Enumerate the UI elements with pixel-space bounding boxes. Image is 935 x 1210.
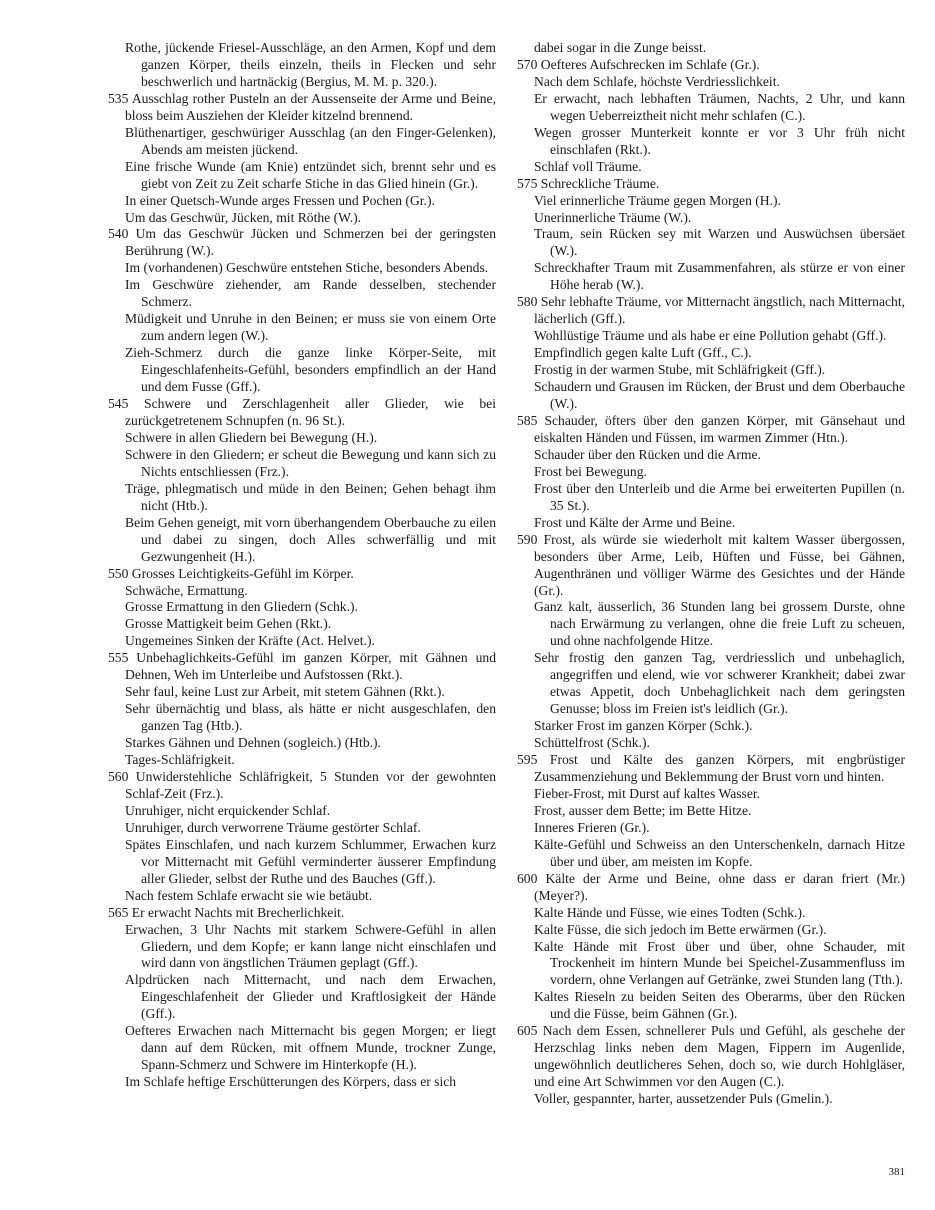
symptom-entry: Frostig in der warmen Stube, mit Schläfrigkeit (Gff.). [534,362,826,378]
numbered-entry: 575 Schreckliche Träume. [517,175,660,191]
symptom-entry: Kaltes Rieseln zu beiden Seiten des Oberarms, über den Rücken und die Füsse, beim Gähnen (Gr.). [534,989,905,1022]
right-column [517,40,905,1108]
symptom-entry: Um das Geschwür, Jücken, mit Röthe (W.). [125,209,362,225]
symptom-entry: Wohllüstige Träume und als habe er eine Pollution gehabt (Gff.). [534,328,887,344]
symptom-entry: Träge, phlegmatisch und müde in den Beinen; Gehen behagt ihm nicht (Htb.). [125,480,496,513]
symptom-entry: Unruhiger, nicht erquickender Schlaf. [125,802,331,818]
numbered-entry: 550 Grosses Leichtigkeits-Gefühl im Körper. [108,565,354,581]
symptom-entry: Wegen grosser Munterkeit konnte er vor 3 Uhr früh nicht einschlafen (Rkt.). [534,124,905,157]
symptom-entry: Er erwacht, nach lebhaften Träumen, Nachts, 2 Uhr, und kann wegen Ueberreiztheit nicht mehr schlafen (C.). [534,90,905,123]
symptom-entry: Alpdrücken nach Mitternacht, und nach dem Erwachen, Eingeschlafenheit der Glieder und Kraftlosigkeit der Hände (Gff.). [125,972,496,1022]
symptom-entry: Kalte Füsse, die sich jedoch im Bette erwärmen (Gr.). [534,921,827,937]
numbered-entry: 565 Er erwacht Nachts mit Brecherlichkeit. [108,904,345,920]
symptom-entry: Rothe, jückende Friesel-Ausschläge, an den Armen, Kopf und dem ganzen Körper, theils einzeln, theils in Flecken und sehr beschwerlich und hartnäckig (Bergius, M. M. p. 320.). [125,40,496,89]
symptom-entry: Unerinnerliche Träume (W.). [534,209,692,225]
symptom-entry: Starkes Gähnen und Dehnen (sogleich.) (Htb.). [125,735,381,751]
symptom-entry: Sehr faul, keine Lust zur Arbeit, mit stetem Gähnen (Rkt.). [125,684,445,700]
symptom-entry: Inneres Frieren (Gr.). [534,819,650,835]
symptom-entry: Tages-Schläfrigkeit. [125,752,235,768]
symptom-entry: Kalte Hände mit Frost über und über, ohne Schauder, mit Trockenheit im hintern Munde bei Speichel-Zusammenfluss im vordern, ohne Verlangen auf Getränke, zwei Stunden lang (Tth.). [534,938,905,988]
symptom-entry: Unruhiger, durch verworrene Träume gestörter Schlaf. [125,819,421,835]
symptom-entry: Schüttelfrost (Schk.). [534,735,650,751]
symptom-entry: Frost und Kälte der Arme und Beine. [534,514,736,530]
symptom-entry: Voller, gespannter, harter, aussetzender Puls (Gmelin.). [534,1091,833,1107]
symptom-entry: Schreckhafter Traum mit Zusammenfahren, als stürze er von einer Höhe herab (W.). [534,260,905,293]
left-column [108,40,496,1091]
numbered-entry: 570 Oefteres Aufschrecken im Schlafe (Gr.). [517,56,760,72]
symptom-entry: Müdigkeit und Unruhe in den Beinen; er muss sie von einem Orte zum andern legen (W.). [125,311,496,344]
symptom-entry: Nach dem Schlafe, höchste Verdriesslichkeit. [534,73,780,89]
numbered-entry: 605 Nach dem Essen, schnellerer Puls und Gefühl, als geschehe der Herzschlag links neben dem Magen, Fippern im Augenlide, ungewöhnlich deutlicheres Sehen, doch so, wie durch Hohlgläser, und eine Art Schwimmen vor den Augen (C.). [517,1023,905,1090]
symptom-entry: Im Geschwüre ziehender, am Rande desselben, stechender Schmerz. [125,277,496,310]
symptom-entry: Sehr übernächtig und blass, als hätte er nicht ausgeschlafen, den ganzen Tag (Htb.). [125,701,496,734]
symptom-entry: Schwere in allen Gliedern bei Bewegung (H.). [125,429,378,445]
symptom-entry: Im Schlafe heftige Erschütterungen des Körpers, dass er sich [125,1074,457,1090]
symptom-entry: Frost bei Bewegung. [534,463,647,479]
symptom-entry: Grosse Ermattung in den Gliedern (Schk.). [125,599,358,615]
symptom-entry: Traum, sein Rücken sey mit Warzen und Auswüchsen übersäet (W.). [534,226,905,259]
numbered-entry: 545 Schwere und Zerschlagenheit aller Glieder, wie bei zurückgetretenem Schnupfen (n. 96 St.). [108,396,496,428]
symptom-entry: Viel erinnerliche Träume gegen Morgen (H.). [534,192,781,208]
numbered-entry: 590 Frost, als würde sie wiederholt mit kaltem Wasser übergossen, besonders über Arme, Leib, Hüften und Füsse, bei Gähnen, Augenthränen und völliger Wärme des Gesichtes und der Hände (Gr.). [517,531,905,598]
symptom-entry: Nach festem Schlafe erwacht sie wie betäubt. [125,887,373,903]
numbered-entry: 555 Unbehaglichkeits-Gefühl im ganzen Körper, mit Gähnen und Dehnen, Weh im Unterleibe und Aufstossen (Rkt.). [108,650,496,683]
symptom-entry: Starker Frost im ganzen Körper (Schk.). [534,718,753,734]
symptom-entry: Empfindlich gegen kalte Luft (Gff., C.). [534,345,752,361]
symptom-entry: Ganz kalt, äusserlich, 36 Stunden lang bei grossem Durste, ohne nach Erwärmung zu verlangen, ohne die freie Luft zu scheuen, und ohne nachfolgende Hitze. [534,599,905,649]
symptom-entry: Ungemeines Sinken der Kräfte (Act. Helvet.). [125,633,375,649]
symptom-entry: Schaudern und Grausen im Rücken, der Brust und dem Oberbauche (W.). [534,379,905,412]
numbered-entry: 595 Frost und Kälte des ganzen Körpers, mit engbrüstiger Zusammenziehung und Beklemmung der Brust vorn und hinten. [517,752,905,784]
numbered-entry: 560 Unwiderstehliche Schläfrigkeit, 5 Stunden vor der gewohnten Schlaf-Zeit (Frz.). [108,768,496,801]
symptom-entry: Schwäche, Ermattung. [125,582,248,598]
symptom-entry: Schauder über den Rücken und die Arme. [534,446,761,462]
symptom-entry: Zieh-Schmerz durch die ganze linke Körper-Seite, mit Eingeschlafenheits-Gefühl, besonders empfindlich an der Hand und dem Fusse (Gff.). [125,345,496,395]
symptom-entry: Sehr frostig den ganzen Tag, verdriesslich und unbehaglich, angegriffen und elend, wie vor schwerer Krankheit; dabei zwar etwas Appetit, doch Unbehaglichkeit nach dem geringsten Genusse; bloss im Freien ist's leidlich (Gr.). [534,650,905,717]
numbered-entry: 600 Kälte der Arme und Beine, ohne dass er daran friert (Mr.) (Meyer?). [517,870,905,903]
numbered-entry: 585 Schauder, öfters über den ganzen Körper, mit Gänsehaut und eiskalten Händen und Füssen, im warmen Zimmer (Htn.). [517,412,905,445]
symptom-entry: Kalte Hände und Füsse, wie eines Todten (Schk.). [534,904,806,920]
numbered-entry: 540 Um das Geschwür Jücken und Schmerzen bei der geringsten Berührung (W.). [108,226,496,259]
symptom-entry: Im (vorhandenen) Geschwüre entstehen Stiche, besonders Abends. [125,260,489,276]
symptom-entry: Frost, ausser dem Bette; im Bette Hitze. [534,802,752,818]
symptom-entry: Kälte-Gefühl und Schweiss an den Unterschenkeln, darnach Hitze über und über, am meisten im Kopfe. [534,836,905,869]
symptom-entry: Erwachen, 3 Uhr Nachts mit starkem Schwere-Gefühl in allen Gliedern, und dem Kopfe; er kann lange nicht einschlafen und wird dann von ängstlichen Träumen geplagt (Gff.). [125,921,496,971]
symptom-entry: Grosse Mattigkeit beim Gehen (Rkt.). [125,616,332,632]
numbered-entry: 580 Sehr lebhafte Träume, vor Mitternacht ängstlich, nach Mitternacht, lächerlich (Gff.). [517,294,905,327]
symptom-entry: Oefteres Erwachen nach Mitternacht bis gegen Morgen; er liegt dann auf dem Rücken, mit offnem Munde, trockner Zunge, Spann-Schmerz und Schwere im Hinterkopfe (H.). [125,1023,496,1073]
symptom-entry: Blüthenartiger, geschwüriger Ausschlag (an den Finger-Gelenken), Abends am meisten jückend. [125,124,496,157]
symptom-entry: Beim Gehen geneigt, mit vorn überhangendem Oberbauche zu eilen und dabei zu singen, doch Alles schwerfällig und mit Gezwungenheit (H.). [125,514,496,564]
symptom-entry: Fieber-Frost, mit Durst auf kaltes Wasser. [534,785,761,801]
symptom-entry: Spätes Einschlafen, und nach kurzem Schlummer, Erwachen kurz vor Mitternacht mit Gefühl verminderter äusserer Empfindung aller Glieder, selbst der Ruthe und des Bauches (Gff.). [125,836,496,886]
symptom-entry: In einer Quetsch-Wunde arges Fressen und Pochen (Gr.). [125,192,435,208]
symptom-entry: Schwere in den Gliedern; er scheut die Bewegung und kann sich zu Nichts entschliessen (Frz.). [125,446,496,479]
page-number: 381 [888,1166,905,1178]
symptom-entry: Frost über den Unterleib und die Arme bei erweiterten Pupillen (n. 35 St.). [534,480,905,513]
numbered-entry: 535 Ausschlag rother Pusteln an der Aussenseite der Arme und Beine, bloss beim Ausziehen der Kleider kitzelnd brennend. [108,90,496,123]
symptom-entry: dabei sogar in die Zunge beisst. [534,40,707,55]
symptom-entry: Schlaf voll Träume. [534,158,642,174]
symptom-entry: Eine frische Wunde (am Knie) entzündet sich, brennt sehr und es giebt von Zeit zu Zeit scharfe Stiche in das Glied hinein (Gr.). [125,158,496,191]
